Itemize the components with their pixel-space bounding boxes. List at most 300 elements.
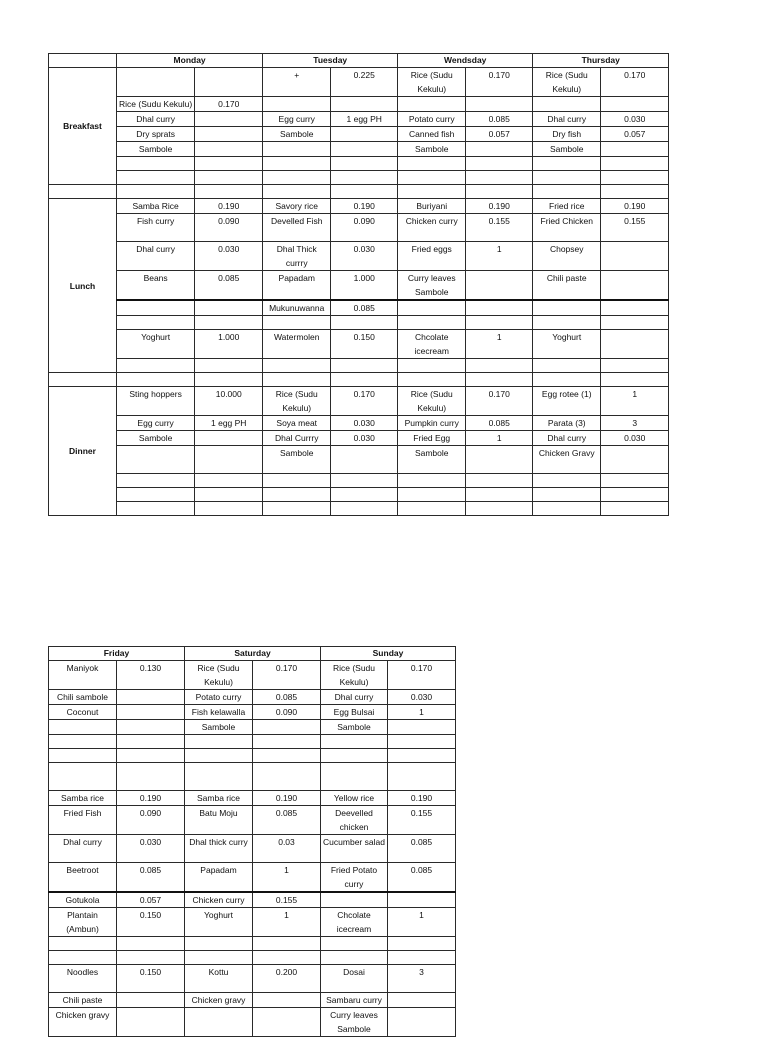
menu-cell [331, 316, 398, 330]
menu-cell [601, 271, 669, 301]
menu-cell [263, 142, 331, 157]
menu-cell: 1 [253, 908, 321, 937]
menu-cell [331, 171, 398, 185]
menu-cell [398, 157, 466, 171]
menu-cell: Plantain (Ambun) [49, 908, 117, 937]
menu-cell [195, 359, 263, 373]
menu-cell: 0.190 [117, 791, 185, 806]
table-row [49, 502, 669, 516]
menu-cell [253, 951, 321, 965]
menu-cell: Dhal curry [49, 835, 117, 863]
menu-cell [263, 488, 331, 502]
menu-cell [195, 502, 263, 516]
menu-cell: 1 [601, 387, 669, 416]
menu-cell [117, 446, 195, 474]
menu-cell: Chicken Gravy [533, 446, 601, 474]
empty-cell [117, 185, 195, 199]
menu-cell [533, 300, 601, 316]
menu-cell [117, 690, 185, 705]
menu-cell: 0.190 [331, 199, 398, 214]
menu-cell [331, 474, 398, 488]
menu-cell: 0.225 [331, 68, 398, 97]
menu-cell [195, 446, 263, 474]
menu-cell: 1 [388, 908, 456, 937]
menu-cell: Chicken gravy [49, 1008, 117, 1037]
menu-cell: Rice (Sudu Kekulu) [321, 661, 388, 690]
menu-cell: Sambole [185, 720, 253, 735]
empty-cell [195, 373, 263, 387]
menu-cell: Rice (Sudu Kekulu) [117, 97, 195, 112]
table-row [49, 1008, 456, 1037]
table-row [49, 416, 669, 431]
menu-cell: Coconut [49, 705, 117, 720]
menu-cell: 0.030 [601, 431, 669, 446]
menu-cell [253, 937, 321, 951]
menu-cell: Samba Rice [117, 199, 195, 214]
menu-cell: 0.085 [331, 300, 398, 316]
menu-cell [388, 763, 456, 791]
week2-body [49, 661, 456, 1037]
menu-cell [466, 502, 533, 516]
menu-cell [466, 446, 533, 474]
menu-cell [398, 359, 466, 373]
menu-cell: 0.150 [117, 908, 185, 937]
menu-cell [331, 359, 398, 373]
menu-cell [601, 157, 669, 171]
menu-cell: Dhal Thick currry [263, 242, 331, 271]
menu-cell: Batu Moju [185, 806, 253, 835]
table-row [49, 937, 456, 951]
menu-cell [253, 763, 321, 791]
menu-cell: 0.085 [253, 690, 321, 705]
menu-cell [49, 749, 117, 763]
menu-cell [331, 502, 398, 516]
menu-cell: Chili sambole [49, 690, 117, 705]
menu-cell [601, 300, 669, 316]
menu-cell [398, 488, 466, 502]
table-row [49, 835, 456, 863]
meal-label-dinner: Dinner [49, 387, 117, 516]
menu-cell: 0.200 [253, 965, 321, 993]
menu-cell [195, 112, 263, 127]
menu-cell: 0.030 [117, 835, 185, 863]
menu-cell [466, 171, 533, 185]
menu-cell [533, 474, 601, 488]
weekly-menu-table-fri-sun [48, 646, 456, 1037]
table-row [49, 892, 456, 908]
menu-cell [466, 359, 533, 373]
menu-cell: Beans [117, 271, 195, 301]
menu-cell [533, 157, 601, 171]
menu-cell: 1.000 [195, 330, 263, 359]
empty-cell [601, 185, 669, 199]
menu-cell: 0.057 [466, 127, 533, 142]
menu-cell [388, 892, 456, 908]
menu-cell: 0.150 [331, 330, 398, 359]
empty-cell [263, 185, 331, 199]
menu-cell [195, 316, 263, 330]
menu-cell: Egg curry [263, 112, 331, 127]
menu-cell [253, 993, 321, 1008]
menu-cell [195, 68, 263, 97]
menu-cell [331, 127, 398, 142]
menu-cell: Fish kelawalla [185, 705, 253, 720]
menu-cell: Curry leaves Sambole [321, 1008, 388, 1037]
menu-cell: Sambole [321, 720, 388, 735]
table-row [49, 661, 456, 690]
empty-cell [533, 373, 601, 387]
menu-cell [195, 300, 263, 316]
menu-cell [263, 502, 331, 516]
menu-cell [388, 1008, 456, 1037]
menu-cell: 0.090 [195, 214, 263, 242]
menu-cell: Fried Chicken [533, 214, 601, 242]
menu-cell: Potato curry [185, 690, 253, 705]
menu-cell [253, 749, 321, 763]
menu-cell: Sambole [398, 142, 466, 157]
menu-cell: Potato curry [398, 112, 466, 127]
menu-cell: 0.085 [466, 112, 533, 127]
day-header-sunday: Sunday [321, 647, 456, 661]
menu-cell: Rice (Sudu Kekulu) [533, 68, 601, 97]
menu-cell: 0.030 [388, 690, 456, 705]
empty-cell [49, 373, 117, 387]
empty-cell [398, 185, 466, 199]
menu-cell [117, 300, 195, 316]
menu-cell: Fried rice [533, 199, 601, 214]
menu-cell: 0.085 [388, 835, 456, 863]
empty-cell [117, 373, 195, 387]
menu-cell: 0.057 [601, 127, 669, 142]
menu-cell: 0.085 [195, 271, 263, 301]
menu-cell [321, 763, 388, 791]
table-row [49, 142, 669, 157]
menu-cell: Chili paste [49, 993, 117, 1008]
table-row [49, 387, 669, 416]
menu-cell [388, 937, 456, 951]
menu-cell [49, 937, 117, 951]
day-header-wednesday: Wendsday [398, 54, 533, 68]
menu-cell [195, 431, 263, 446]
menu-cell [321, 937, 388, 951]
menu-cell: 0.030 [601, 112, 669, 127]
menu-cell [533, 488, 601, 502]
table-row [49, 359, 669, 373]
menu-cell: 10.000 [195, 387, 263, 416]
menu-cell: 0.030 [331, 242, 398, 271]
table-row [49, 330, 669, 359]
menu-cell: 0.190 [601, 199, 669, 214]
menu-cell: Fried Egg [398, 431, 466, 446]
table-row [49, 951, 456, 965]
menu-cell [398, 171, 466, 185]
menu-cell: Develled Fish [263, 214, 331, 242]
menu-cell: 0.085 [388, 863, 456, 893]
empty-cell [263, 373, 331, 387]
menu-cell [117, 171, 195, 185]
menu-cell: Chicken gravy [185, 993, 253, 1008]
table-row [49, 749, 456, 763]
empty-cell [466, 185, 533, 199]
menu-cell: Dosai [321, 965, 388, 993]
table-row [49, 431, 669, 446]
menu-cell [49, 763, 117, 791]
menu-cell: Dhal curry [321, 690, 388, 705]
menu-cell [398, 300, 466, 316]
menu-cell [601, 97, 669, 112]
menu-cell: 0.03 [253, 835, 321, 863]
menu-cell: Dhal curry [117, 112, 195, 127]
menu-cell [49, 720, 117, 735]
menu-cell [253, 735, 321, 749]
menu-cell [263, 474, 331, 488]
menu-cell: Kottu [185, 965, 253, 993]
menu-cell [49, 735, 117, 749]
menu-cell: Fried Potato curry [321, 863, 388, 893]
menu-cell: 0.170 [253, 661, 321, 690]
meal-label-breakfast: Breakfast [49, 68, 117, 185]
menu-cell [398, 97, 466, 112]
table-row [49, 474, 669, 488]
menu-cell [117, 993, 185, 1008]
menu-cell [117, 488, 195, 502]
menu-cell [388, 749, 456, 763]
table-row [49, 488, 669, 502]
menu-cell: Chopsey [533, 242, 601, 271]
menu-cell [117, 1008, 185, 1037]
menu-cell: 0.190 [388, 791, 456, 806]
menu-cell: 0.170 [466, 387, 533, 416]
menu-cell: 0.030 [331, 431, 398, 446]
menu-cell: Yoghurt [185, 908, 253, 937]
menu-cell: 0.155 [388, 806, 456, 835]
menu-cell [601, 474, 669, 488]
menu-cell [117, 937, 185, 951]
menu-cell [321, 951, 388, 965]
menu-cell [466, 488, 533, 502]
menu-cell: 0.090 [117, 806, 185, 835]
menu-cell: Pumpkin curry [398, 416, 466, 431]
menu-cell: Rice (Sudu Kekulu) [398, 68, 466, 97]
menu-cell: Egg curry [117, 416, 195, 431]
menu-cell: Sting hoppers [117, 387, 195, 416]
day-header-friday: Friday [49, 647, 185, 661]
menu-cell: Sambole [263, 446, 331, 474]
table-row [49, 127, 669, 142]
menu-cell [185, 937, 253, 951]
menu-cell [185, 951, 253, 965]
menu-cell [263, 157, 331, 171]
menu-cell: Papadam [185, 863, 253, 893]
menu-cell: 0.170 [466, 68, 533, 97]
menu-cell [117, 951, 185, 965]
menu-cell: Cucumber salad [321, 835, 388, 863]
menu-cell: Fried eggs [398, 242, 466, 271]
menu-cell: Sambole [117, 431, 195, 446]
meal-separator-row [49, 185, 669, 199]
menu-cell [601, 446, 669, 474]
table-row [49, 68, 669, 97]
day-header-monday: Monday [117, 54, 263, 68]
menu-cell: Samba rice [49, 791, 117, 806]
menu-cell [388, 951, 456, 965]
menu-cell [466, 97, 533, 112]
table-row [49, 199, 669, 214]
menu-cell [331, 97, 398, 112]
menu-cell: 0.170 [388, 661, 456, 690]
menu-cell [388, 993, 456, 1008]
empty-cell [195, 185, 263, 199]
menu-cell: 1 [253, 863, 321, 893]
menu-cell: 0.190 [253, 791, 321, 806]
menu-cell: 0.170 [331, 387, 398, 416]
menu-cell [331, 157, 398, 171]
menu-cell [466, 157, 533, 171]
menu-cell [263, 97, 331, 112]
menu-cell: Dry sprats [117, 127, 195, 142]
empty-cell [398, 373, 466, 387]
menu-cell [398, 502, 466, 516]
menu-cell: 0.030 [331, 416, 398, 431]
menu-cell: Chicken curry [398, 214, 466, 242]
menu-cell: 0.155 [466, 214, 533, 242]
menu-cell [185, 763, 253, 791]
menu-cell [117, 720, 185, 735]
table-row [49, 705, 456, 720]
menu-cell: Egg Bulsai [321, 705, 388, 720]
menu-cell: Papadam [263, 271, 331, 301]
menu-cell [321, 749, 388, 763]
menu-cell: 0.150 [117, 965, 185, 993]
menu-cell: Canned fish [398, 127, 466, 142]
menu-cell [331, 446, 398, 474]
menu-cell [117, 474, 195, 488]
menu-cell [321, 735, 388, 749]
table-row [49, 157, 669, 171]
menu-cell [533, 502, 601, 516]
menu-cell: Sambole [533, 142, 601, 157]
menu-cell [117, 359, 195, 373]
menu-cell [466, 300, 533, 316]
menu-cell: Sambaru curry [321, 993, 388, 1008]
menu-cell: 0.170 [601, 68, 669, 97]
menu-cell [185, 749, 253, 763]
menu-cell [321, 892, 388, 908]
menu-cell: Beetroot [49, 863, 117, 893]
menu-cell: Buriyani [398, 199, 466, 214]
menu-cell [195, 157, 263, 171]
table-row [49, 806, 456, 835]
menu-cell: 1.000 [331, 271, 398, 301]
menu-cell: Mukunuwanna [263, 300, 331, 316]
menu-cell [117, 502, 195, 516]
table-row [49, 908, 456, 937]
menu-cell: Parata (3) [533, 416, 601, 431]
menu-cell: Sambole [398, 446, 466, 474]
menu-cell [117, 735, 185, 749]
menu-cell: 0.057 [117, 892, 185, 908]
menu-cell [253, 1008, 321, 1037]
meal-label-lunch: Lunch [49, 199, 117, 373]
menu-cell: 0.190 [466, 199, 533, 214]
menu-cell [533, 171, 601, 185]
table-row [49, 735, 456, 749]
menu-cell [466, 474, 533, 488]
table-row [49, 171, 669, 185]
menu-cell: 1 [466, 242, 533, 271]
menu-cell: Gotukola [49, 892, 117, 908]
menu-cell: Yellow rice [321, 791, 388, 806]
menu-cell: 0.155 [601, 214, 669, 242]
menu-cell [253, 720, 321, 735]
menu-cell [601, 142, 669, 157]
menu-cell: 0.170 [195, 97, 263, 112]
menu-cell: Maniyok [49, 661, 117, 690]
menu-cell [195, 474, 263, 488]
menu-cell: Fish curry [117, 214, 195, 242]
menu-cell [601, 502, 669, 516]
menu-cell [117, 749, 185, 763]
menu-cell [601, 488, 669, 502]
menu-cell [195, 142, 263, 157]
menu-cell [466, 271, 533, 301]
menu-cell: 0.190 [195, 199, 263, 214]
menu-cell [398, 316, 466, 330]
menu-cell [195, 488, 263, 502]
menu-cell: Savory rice [263, 199, 331, 214]
menu-cell: Dhal thick curry [185, 835, 253, 863]
table-row [49, 863, 456, 893]
menu-cell [466, 142, 533, 157]
menu-cell [601, 316, 669, 330]
menu-cell: 0.155 [253, 892, 321, 908]
menu-cell: Soya meat [263, 416, 331, 431]
menu-cell: Egg rotee (1) [533, 387, 601, 416]
menu-cell: 3 [388, 965, 456, 993]
menu-cell [117, 316, 195, 330]
menu-cell [388, 720, 456, 735]
menu-cell [601, 330, 669, 359]
corner-cell [49, 54, 117, 68]
menu-cell: Dhal curry [117, 242, 195, 271]
menu-cell: Chicken curry [185, 892, 253, 908]
table-row [49, 316, 669, 330]
menu-cell [263, 316, 331, 330]
menu-cell [185, 735, 253, 749]
menu-cell: 0.085 [253, 806, 321, 835]
menu-cell [601, 171, 669, 185]
menu-cell: Sambole [263, 127, 331, 142]
menu-cell [263, 171, 331, 185]
menu-cell [466, 316, 533, 330]
menu-cell: Yoghurt [533, 330, 601, 359]
menu-cell [601, 242, 669, 271]
menu-cell [117, 157, 195, 171]
menu-cell [388, 735, 456, 749]
menu-cell [263, 359, 331, 373]
menu-cell [331, 142, 398, 157]
menu-cell: Rice (Sudu Kekulu) [263, 387, 331, 416]
menu-cell [398, 474, 466, 488]
table-row [49, 214, 669, 242]
menu-cell: Samba rice [185, 791, 253, 806]
menu-cell [195, 171, 263, 185]
empty-cell [601, 373, 669, 387]
menu-cell: Rice (Sudu Kekulu) [185, 661, 253, 690]
table-row [49, 97, 669, 112]
menu-cell [533, 316, 601, 330]
meal-separator-row [49, 373, 669, 387]
